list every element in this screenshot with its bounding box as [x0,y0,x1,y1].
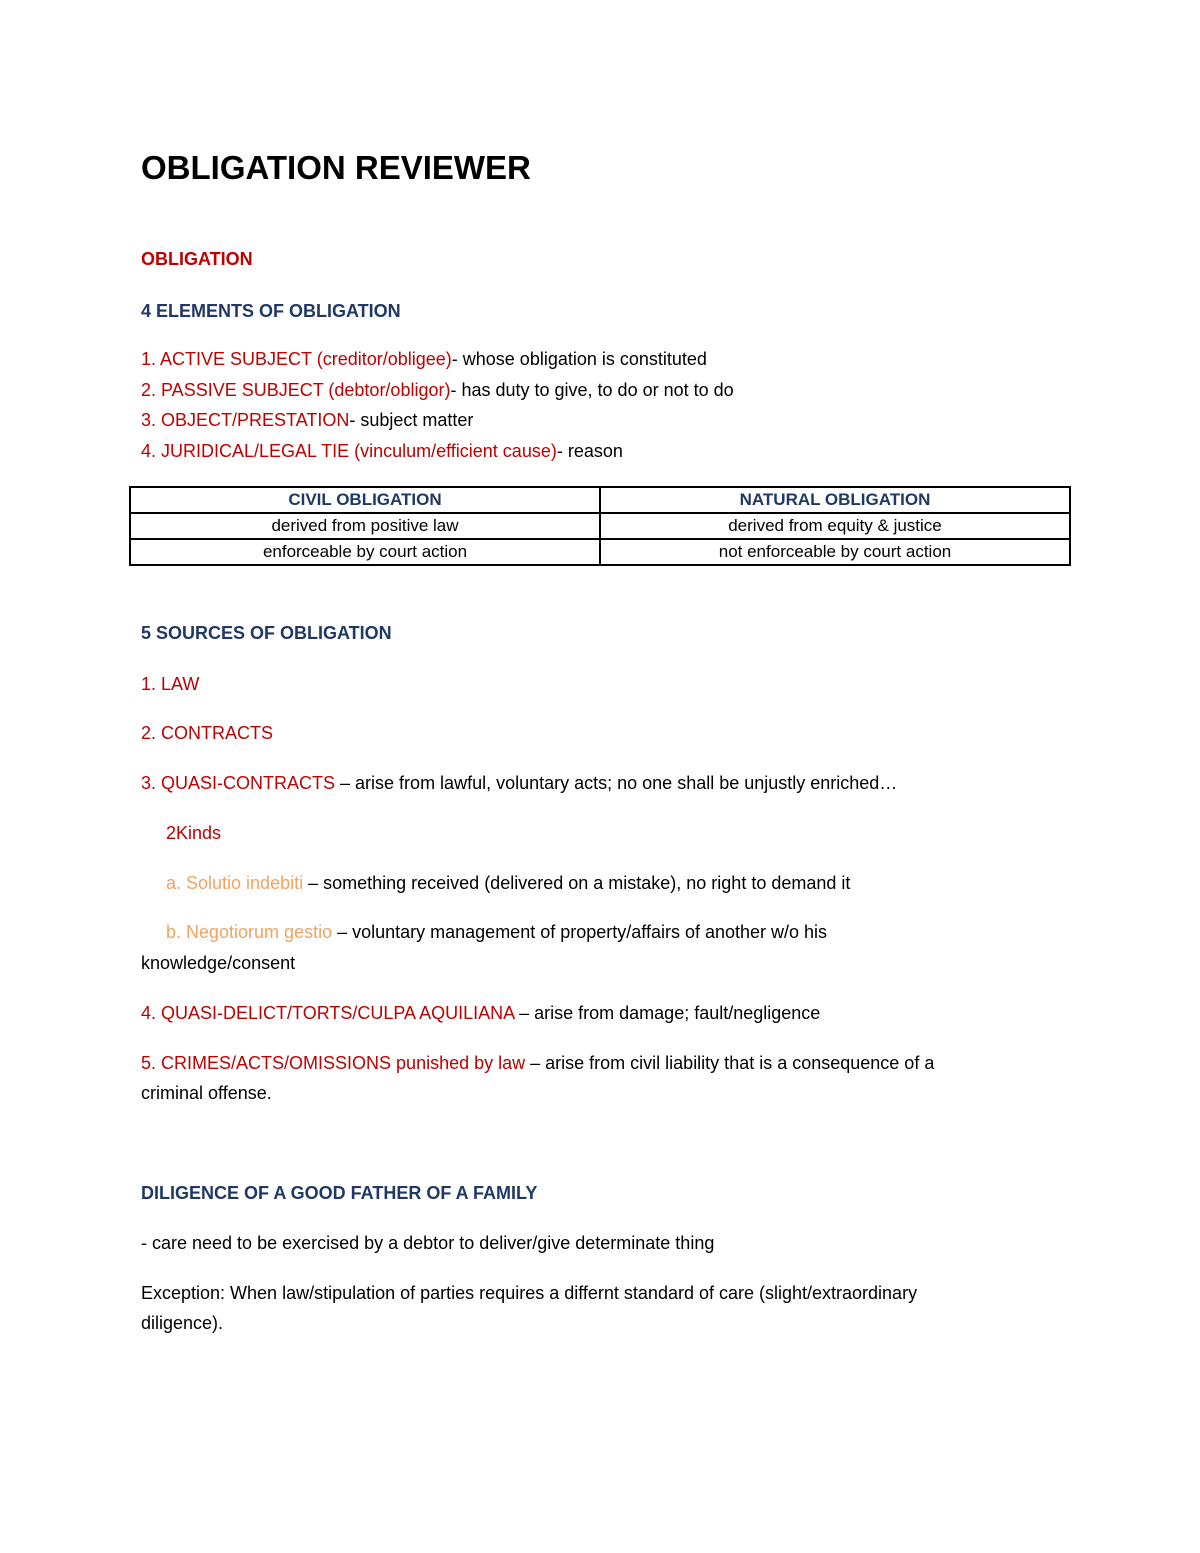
sources-heading: 5 SOURCES OF OBLIGATION [141,623,392,643]
element-item-label: 1. ACTIVE SUBJECT (creditor/obligee) [141,349,452,369]
diligence-line: - care need to be exercised by a debtor to deliver/give determinate thing [141,1233,715,1253]
kind-label: a. Solutio indebiti [166,873,304,893]
diligence-heading: DILIGENCE OF A GOOD FATHER OF A FAMILY [141,1183,538,1203]
source-crimes-desc-cont: criminal offense. [141,1083,272,1103]
kind-desc: – voluntary management of property/affairs of another w/o his [332,922,828,942]
source-desc: – arise from damage; fault/negligence [514,1003,821,1023]
page-title: OBLIGATION REVIEWER [141,149,531,186]
source-label: 3. QUASI-CONTRACTS [141,773,336,793]
source-desc: – arise from civil liability that is a consequence of a [525,1053,935,1073]
kind-solutio-indebiti [166,871,850,895]
source-label: 4. QUASI-DELICT/TORTS/CULPA AQUILIANA [141,1003,515,1023]
kinds-label: 2Kinds [166,823,222,843]
element-item-desc: - reason [556,441,623,461]
obligation-comparison-table [129,486,1071,566]
diligence-exception-cont: diligence). [141,1313,224,1333]
table-cell: not enforceable by court action [600,539,1070,565]
element-item-desc: - whose obligation is constituted [451,349,707,369]
element-item-1 [141,347,707,371]
element-item-4 [141,439,623,463]
kind-desc: – something received (delivered on a mistake), no right to demand it [303,873,851,893]
source-law: 1. LAW [141,674,200,694]
kind-negotiorum-gestio [166,920,827,944]
section-heading-obligation: OBLIGATION [141,249,253,269]
table-cell: derived from positive law [130,513,600,539]
element-item-3 [141,408,473,432]
element-item-label: 2. PASSIVE SUBJECT (debtor/obligor) [141,380,451,400]
table-row [130,513,1070,539]
diligence-exception: Exception: When law/stipulation of parties requires a differnt standard of care (slight/extraordinary [141,1283,918,1303]
source-contracts: 2. CONTRACTS [141,723,274,743]
source-label: 5. CRIMES/ACTS/OMISSIONS punished by law [141,1053,526,1073]
table-cell: derived from equity & justice [600,513,1070,539]
table-header-natural: NATURAL OBLIGATION [600,487,1070,513]
kind-label: b. Negotiorum gestio [166,922,333,942]
element-item-label: 4. JURIDICAL/LEGAL TIE (vinculum/efficient cause) [141,441,557,461]
element-item-2 [141,378,734,402]
table-cell: enforceable by court action [130,539,600,565]
source-desc: – arise from lawful, voluntary acts; no one shall be unjustly enriched… [335,773,898,793]
element-item-label: 3. OBJECT/PRESTATION [141,410,350,430]
source-quasi-delict [141,1001,820,1025]
source-quasi-contracts [141,771,897,795]
element-item-desc: - subject matter [349,410,474,430]
element-item-desc: - has duty to give, to do or not to do [450,380,734,400]
table-row [130,539,1070,565]
source-crimes [141,1051,934,1075]
table-header-civil: CIVIL OBLIGATION [130,487,600,513]
kind-negotiorum-desc-cont: knowledge/consent [141,953,296,973]
table-header-row [130,487,1070,513]
elements-heading: 4 ELEMENTS OF OBLIGATION [141,301,401,321]
